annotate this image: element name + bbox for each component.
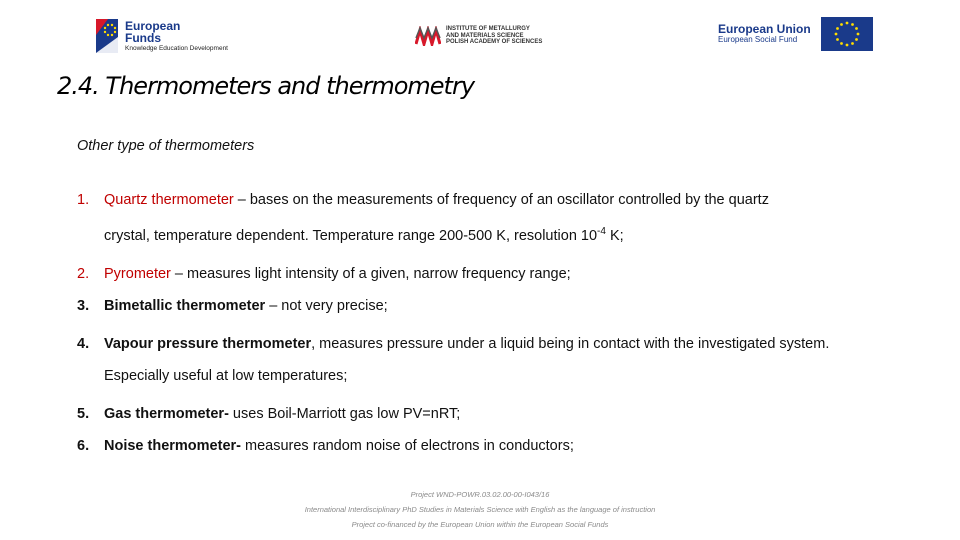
item-text-continued: Especially useful at low temperatures;	[104, 367, 348, 384]
imim-line3: POLISH ACADEMY OF SCIENCES	[446, 39, 543, 46]
item-number: 1.	[77, 192, 90, 208]
item-number: 6.	[77, 437, 90, 454]
list-item	[77, 436, 937, 456]
eu-flag-icon	[821, 17, 873, 51]
item-number: 5.	[77, 405, 90, 422]
item-text: measures random noise of electrons in conductors;	[240, 437, 574, 454]
item-term: Quartz thermometer	[104, 192, 234, 208]
item-number: 2.	[77, 265, 90, 282]
footer-cofinancing: Project co-financed by the European Union within the European Social Funds	[351, 520, 609, 529]
section-subtitle: Other type of thermometers	[77, 138, 255, 154]
item-text: – not very precise;	[265, 297, 388, 314]
thermometer-list	[77, 184, 937, 468]
imim-line2: AND MATERIALS SCIENCE	[446, 32, 524, 39]
european-union-logo	[718, 17, 873, 51]
project-footer	[0, 487, 960, 532]
imim-logo	[415, 22, 542, 50]
list-item	[77, 264, 937, 284]
item-number: 3.	[77, 297, 90, 314]
footer-program: International Interdisciplinary PhD Studies in Materials Science with English as the language of instruction	[304, 505, 656, 514]
item-text: uses Boil-Marriott gas low PV=nRT;	[228, 405, 461, 422]
item-term: Vapour pressure thermometer	[104, 335, 312, 352]
item-text: – bases on the measurements of frequency of an oscillator controlled by the quartz	[233, 192, 769, 208]
ef-subtitle: Knowledge Education Development	[125, 44, 228, 52]
eu-subtitle: European Social Fund	[718, 35, 798, 45]
page-title: 2.4. Thermometers and thermometry	[57, 72, 475, 100]
ef-title-line1: European	[125, 18, 181, 33]
eu-title: European Union	[718, 22, 811, 36]
item-term: Noise thermometer-	[104, 437, 241, 454]
item-term: Bimetallic thermometer	[104, 297, 266, 314]
item-text-end: K;	[605, 227, 624, 244]
list-item	[77, 404, 937, 424]
european-funds-emblem-icon	[94, 17, 120, 55]
european-funds-logo	[94, 15, 244, 57]
list-item	[77, 184, 937, 252]
list-item	[77, 328, 937, 392]
ef-title-line2: Funds	[125, 30, 161, 45]
imim-emblem-icon	[415, 26, 441, 46]
list-item	[77, 296, 937, 316]
item-term: Pyrometer	[104, 265, 171, 282]
footer-project-number: Project WND-POWR.03.02.00-00-I043/16	[410, 490, 550, 499]
item-term: Gas thermometer-	[104, 405, 229, 422]
item-number: 4.	[77, 335, 90, 352]
item-text-continued: crystal, temperature dependent. Temperature range 200-500 K, resolution 10	[104, 227, 598, 244]
item-text: – measures light intensity of a given, narrow frequency range;	[170, 265, 571, 282]
imim-line1: INSTITUTE OF METALLURGY	[446, 25, 530, 32]
item-text: , measures pressure under a liquid being in contact with the investigated system.	[311, 335, 830, 352]
exponent: -4	[597, 226, 606, 237]
